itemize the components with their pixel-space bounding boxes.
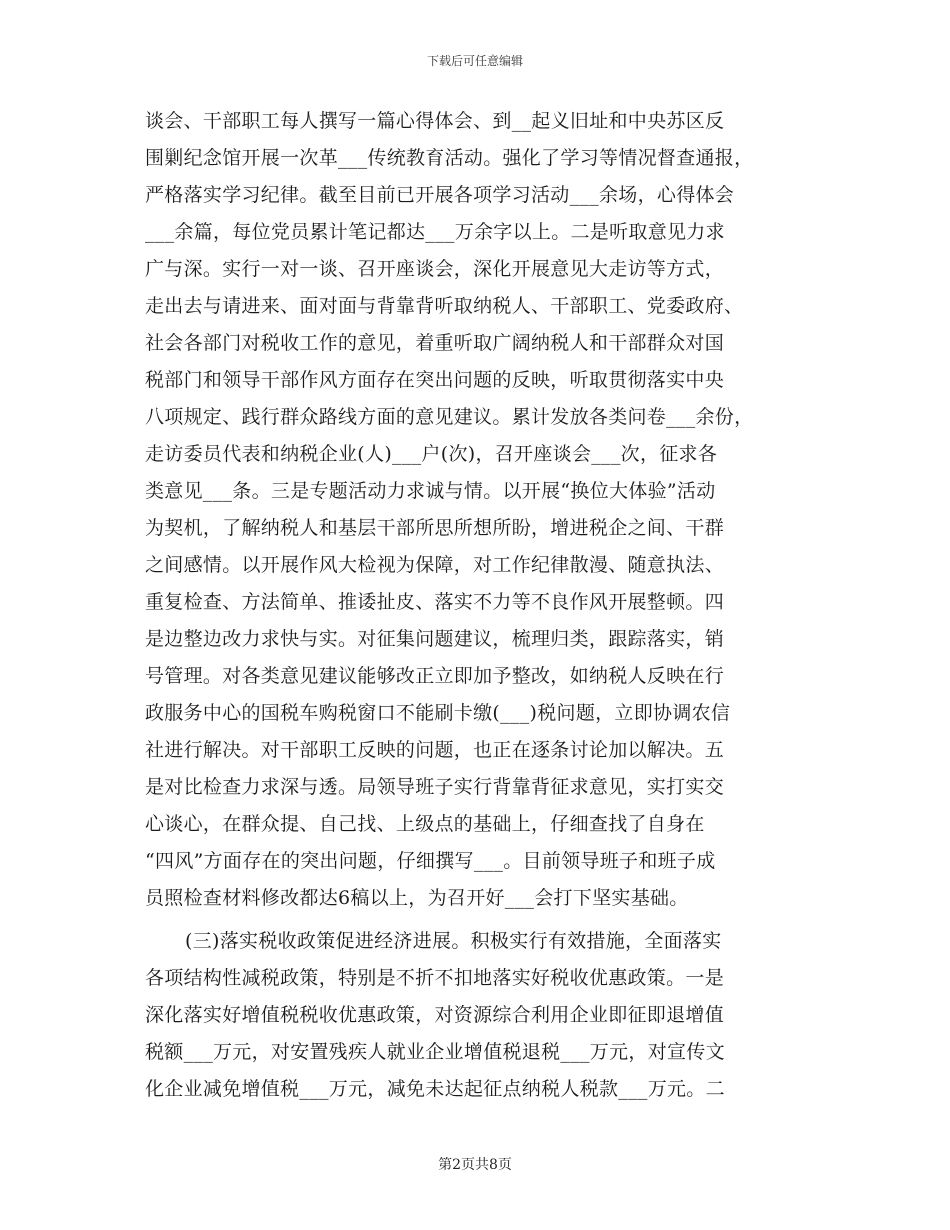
page-number: 第2页共8页 — [438, 1157, 512, 1173]
paragraph-line: 之间感情。以开展作风大检视为保障，对工作纪律散漫、随意执法、 — [145, 554, 725, 576]
paragraph-line: 严格落实学习纪律。截至目前已开展各项学习活动___余场，心得体会 — [145, 184, 735, 206]
paragraph-line: 社进行解决。对干部职工反映的问题，也正在逐条讨论加以解决。五 — [145, 739, 725, 761]
paragraph-line: 是边整边改力求快与实。对征集问题建议，梳理归类，跟踪落实，销 — [145, 628, 725, 650]
section-heading-line: (三)落实税收政策促进经济进展。积极实行有效措施，全面落实 — [185, 930, 722, 952]
paragraph-line: 心谈心，在群众提、自己找、上级点的基础上，仔细查找了自身在 — [145, 813, 705, 835]
paragraph-line: 政服务中心的国税车购税窗口不能刷卡缴(___)税问题，立即协调农信 — [145, 702, 731, 724]
paragraph-line: 八项规定、践行群众路线方面的意见建议。累计发放各类问卷___余份， — [145, 406, 754, 428]
paragraph-line: 化企业减免增值税___万元，减免未达起征点纳税人税款___万元。二 — [145, 1078, 725, 1100]
paragraph-line: 社会各部门对税收工作的意见，着重听取广阔纳税人和干部群众对国 — [145, 332, 725, 354]
paragraph-line: 是对比检查力求深与透。局领导班子实行背靠背征求意见，实打实交 — [145, 776, 725, 798]
paragraph-line: 各项结构性减税政策，特别是不折不扣地落实好税收优惠政策。一是 — [145, 967, 725, 989]
paragraph-line: 重复检查、方法简单、推诿扯皮、落实不力等不良作风开展整顿。四 — [145, 591, 725, 613]
page-header: 下载后可任意编辑 — [426, 54, 523, 68]
paragraph-line: 深化落实好增值税税收优惠政策，对资源综合利用企业即征即退增值 — [145, 1004, 725, 1026]
paragraph-line: 员照检查材料修改都达6稿以上，为召开好___会打下坚实基础。 — [145, 887, 689, 909]
paragraph-line: 谈会、干部职工每人撰写一篇心得体会、到__起义旧址和中央苏区反 — [145, 110, 725, 132]
paragraph-line: 围剿纪念馆开展一次革___传统教育活动。强化了学习等情况督查通报， — [145, 147, 754, 169]
paragraph-line: 类意见___条。三是专题活动力求诚与情。以开展“换位大体验”活动 — [145, 480, 716, 502]
paragraph-line: ___余篇，每位党员累计笔记都达___万余字以上。二是听取意见力求 — [145, 221, 725, 243]
paragraph-line: 走访委员代表和纳税企业(人)___户(次)，召开座谈会___次，征求各 — [145, 443, 718, 465]
paragraph-line: 为契机，了解纳税人和基层干部所思所想所盼，增进税企之间、干群 — [145, 517, 725, 539]
paragraph-line: 号管理。对各类意见建议能够改正立即加予整改，如纳税人反映在行 — [145, 665, 725, 687]
paragraph-line: 税部门和领导干部作风方面存在突出问题的反映，听取贯彻落实中央 — [145, 369, 725, 391]
paragraph-line: 税额___万元，对安置残疾人就业企业增值税退税___万元，对宣传文 — [145, 1041, 725, 1063]
paragraph-line: 走出去与请进来、面对面与背靠背听取纳税人、干部职工、党委政府、 — [145, 295, 744, 317]
paragraph-line: “四风”方面存在的突出问题，仔细撰写___。目前领导班子和班子成 — [145, 850, 716, 872]
paragraph-line: 广与深。实行一对一谈、召开座谈会，深化开展意见大走访等方式， — [145, 258, 725, 280]
